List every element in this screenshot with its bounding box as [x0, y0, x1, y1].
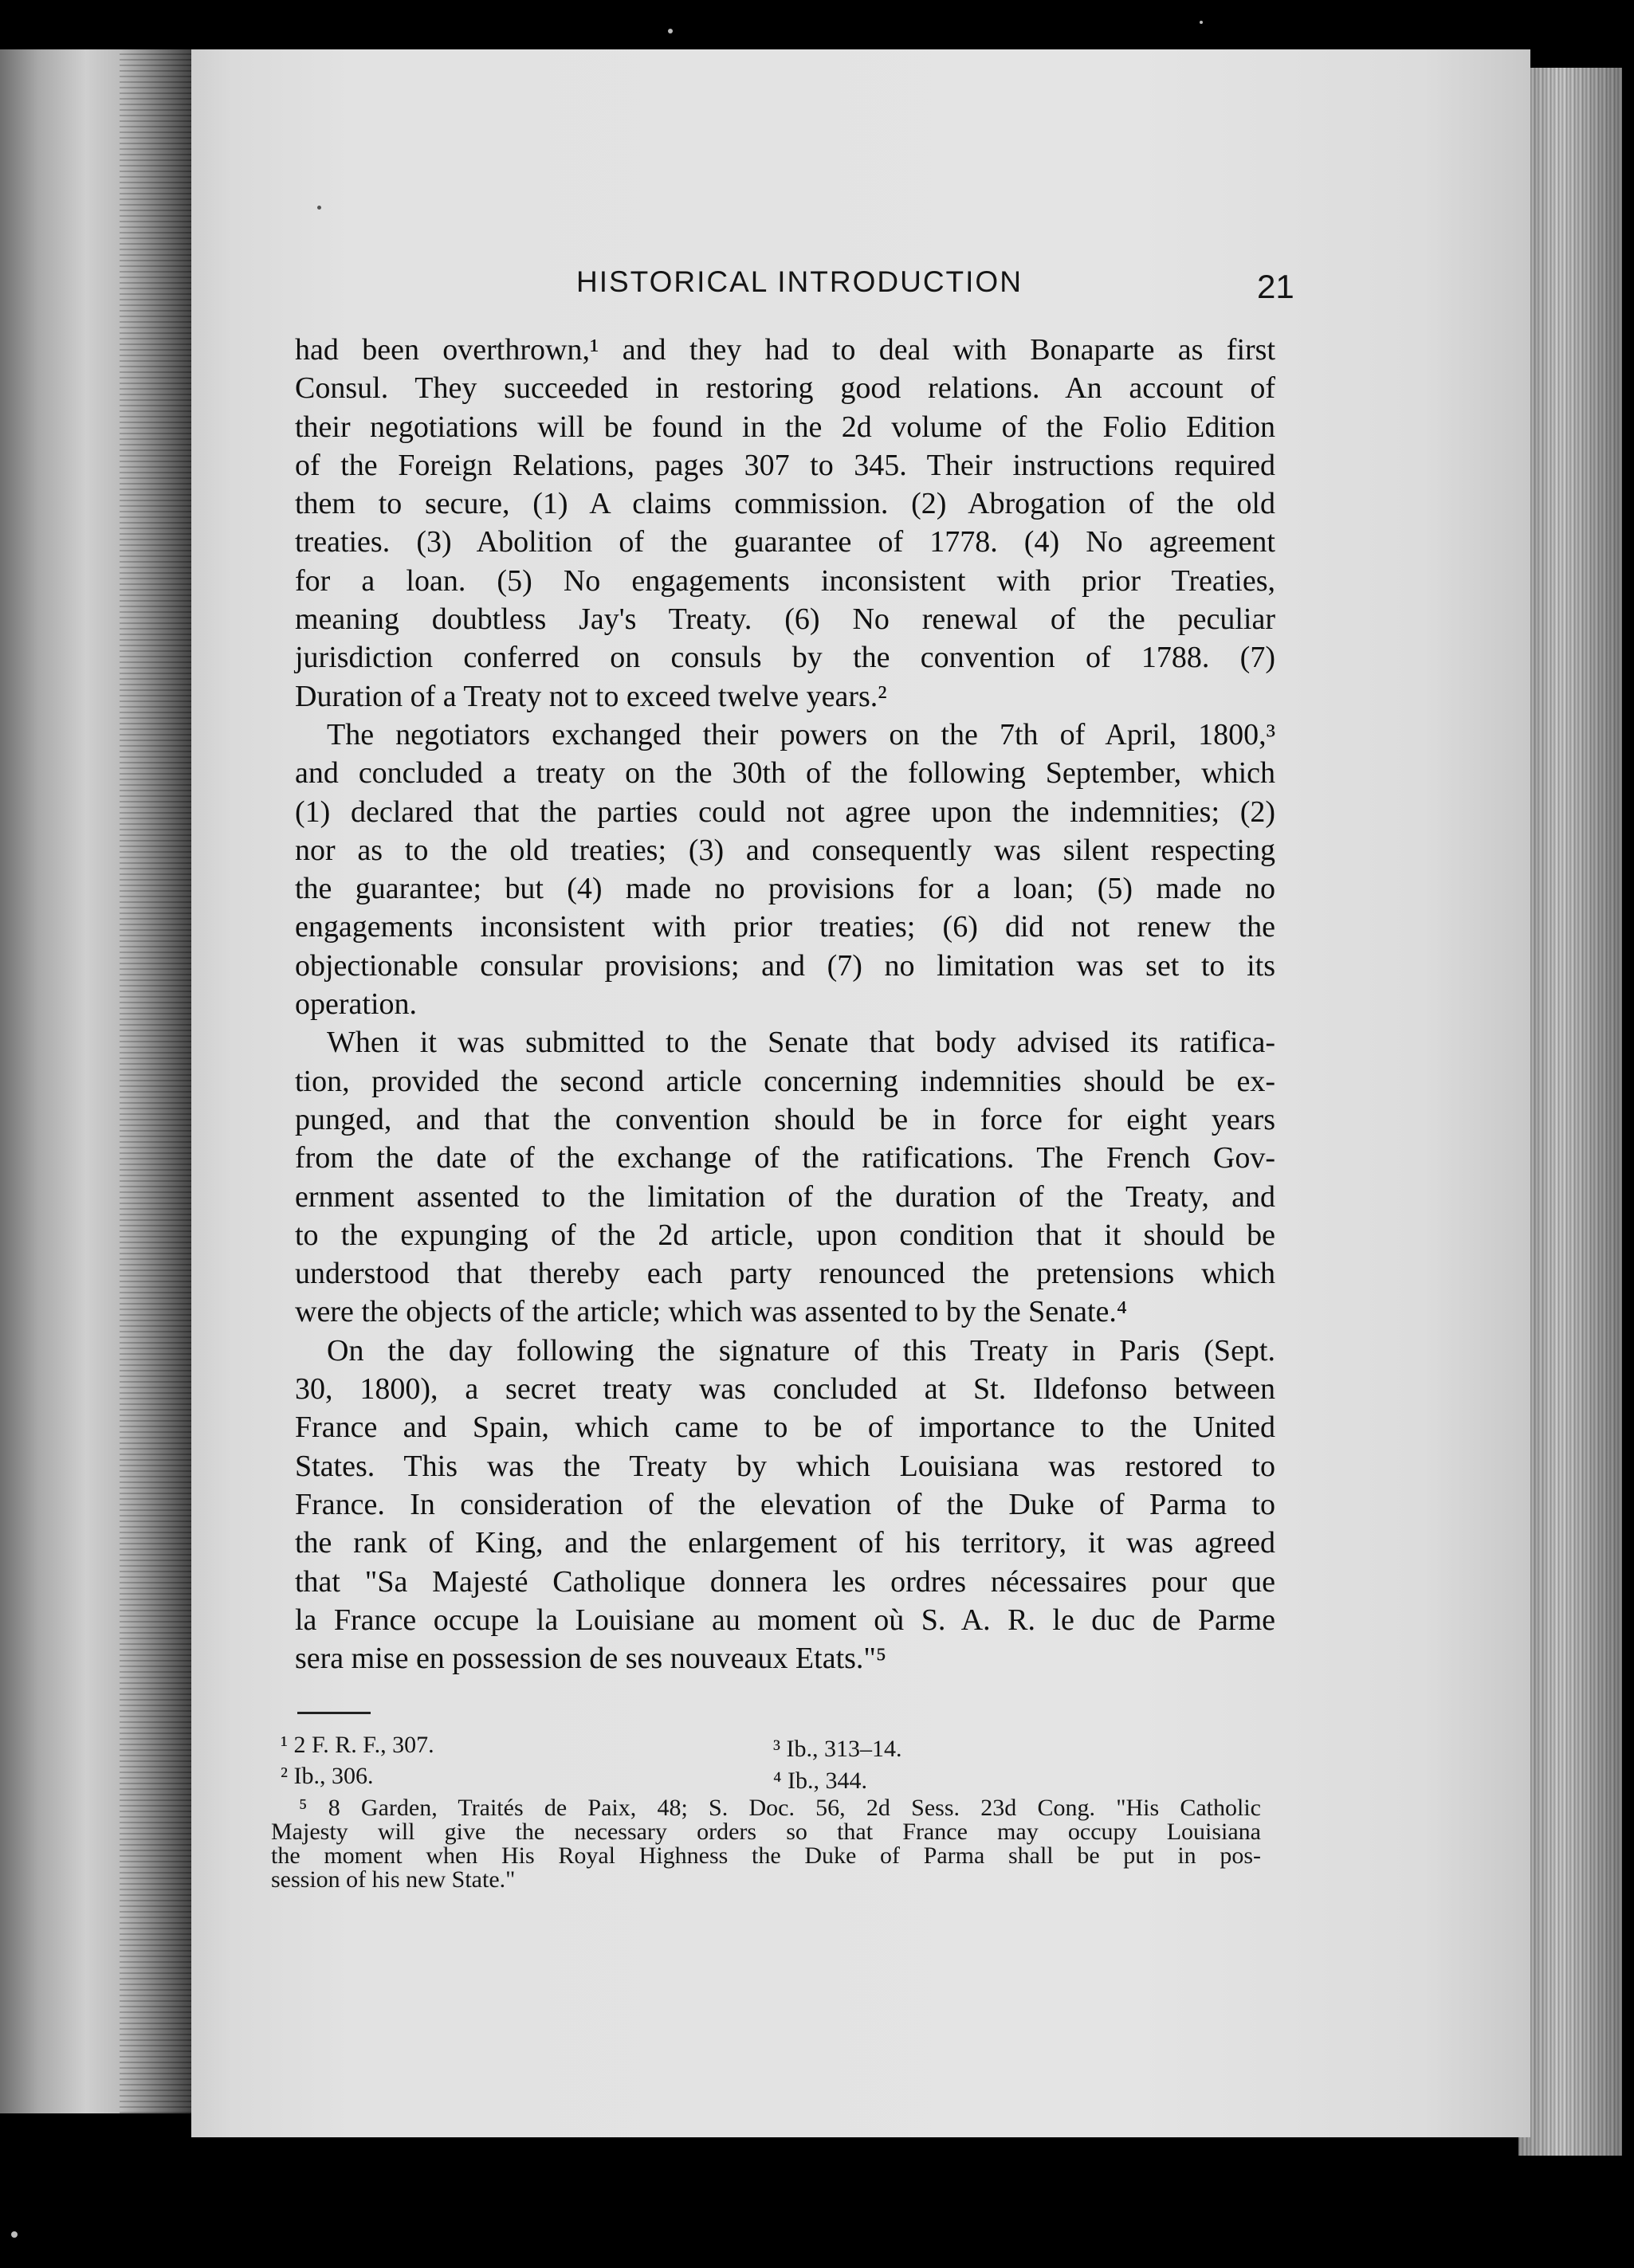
footnote-3: ³ Ib., 313–14.	[773, 1736, 902, 1762]
text-line: meaning doubtless Jay's Treaty. (6) No renewal of the peculiar	[295, 602, 1275, 637]
text-line: the guarantee; but (4) made no provisions for a loan; (5) made no	[295, 872, 1275, 906]
text-line: Consul. They succeeded in restoring good relations. An account of	[295, 371, 1275, 406]
page-number: 21	[1257, 268, 1294, 305]
text-line: tion, provided the second article concerning indemnities should be ex-	[295, 1064, 1275, 1098]
dust-speck	[317, 206, 321, 210]
text-line: had been overthrown,¹ and they had to deal with Bonaparte as first	[295, 333, 1275, 367]
text-line: were the objects of the article; which was assented to by the Senate.⁴	[295, 1295, 1128, 1329]
text-line: and concluded a treaty on the 30th of the following September, which	[295, 756, 1275, 791]
text-line: (1) declared that the parties could not agree upon the indemnities; (2)	[295, 795, 1275, 829]
text-line: On the day following the signature of this Treaty in Paris (Sept.	[327, 1333, 1275, 1367]
footnote-line: the moment when His Royal Highness the Duke of Parma shall be put in pos-	[271, 1842, 1261, 1869]
text-line: engagements inconsistent with prior treaties; (6) did not renew the	[295, 910, 1275, 944]
running-head: HISTORICAL INTRODUCTION	[576, 265, 1023, 298]
dust-speck	[1200, 21, 1203, 24]
right-page-edges-shade	[1518, 68, 1622, 2156]
text-line: The negotiators exchanged their powers on the 7th of April, 1800,³	[327, 717, 1275, 751]
text-line: their negotiations will be found in the 2d volume of the Folio Edition	[295, 410, 1275, 444]
text-line: nor as to the old treaties; (3) and consequently was silent respecting	[295, 833, 1275, 867]
text-line: from the date of the exchange of the ratifications. The French Gov-	[295, 1141, 1275, 1175]
text-line: to the expunging of the 2d article, upon condition that it should be	[295, 1218, 1275, 1252]
footnote-line: ⁵ 8 Garden, Traités de Paix, 48; S. Doc. 56, 2d Sess. 23d Cong. "His Catholic	[299, 1795, 1261, 1821]
text-line: jurisdiction conferred on consuls by the convention of 1788. (7)	[295, 641, 1275, 675]
text-line: France and Spain, which came to be of importance to the United	[295, 1411, 1275, 1445]
text-line: operation.	[295, 987, 418, 1022]
dust-speck	[11, 2231, 18, 2238]
footnote-line: Majesty will give the necessary orders so that France may occupy Louisiana	[271, 1819, 1261, 1845]
text-line: treaties. (3) Abolition of the guarantee of 1778. (4) No agreement	[295, 525, 1275, 559]
text-line: that "Sa Majesté Catholique donnera les ordres nécessaires pour que	[295, 1564, 1275, 1599]
text-line: them to secure, (1) A claims commission. (2) Abrogation of the old	[295, 487, 1275, 521]
text-line: for a loan. (5) No engagements inconsistent with prior Treaties,	[295, 563, 1275, 598]
footnote-4: ⁴ Ib., 344.	[773, 1768, 867, 1794]
text-line: Duration of a Treaty not to exceed twelve years.²	[295, 679, 887, 713]
text-line: France. In consideration of the elevation of the Duke of Parma to	[295, 1487, 1275, 1521]
text-line: the rank of King, and the enlargement of his territory, it was agreed	[295, 1526, 1275, 1560]
text-line: sera mise en possession de ses nouveaux Etats."⁵	[295, 1642, 887, 1676]
footnote-rule	[297, 1712, 371, 1714]
text-line: objectionable consular provisions; and (7) no limitation was set to its	[295, 948, 1275, 983]
text-line: ernment assented to the limitation of the duration of the Treaty, and	[295, 1179, 1275, 1214]
left-page-edge-texture	[120, 49, 191, 2113]
dust-speck	[668, 29, 673, 33]
body-text	[295, 331, 1275, 1677]
text-line: punged, and that the convention should be in force for eight years	[295, 1102, 1275, 1136]
text-line: 30, 1800), a secret treaty was concluded at St. Ildefonso between	[295, 1372, 1275, 1407]
text-line: States. This was the Treaty by which Louisiana was restored to	[295, 1449, 1275, 1483]
footnote-line: session of his new State."	[271, 1866, 516, 1893]
footnote-2: ² Ib., 306.	[281, 1763, 374, 1789]
text-line: understood that thereby each party renounced the pretensions which	[295, 1257, 1275, 1291]
footnote-1: ¹ 2 F. R. F., 307.	[281, 1732, 434, 1758]
text-line: la France occupe la Louisiane au moment où S. A. R. le duc de Parme	[295, 1603, 1275, 1637]
text-line: When it was submitted to the Senate that body advised its ratifica-	[327, 1026, 1275, 1060]
text-line: of the Foreign Relations, pages 307 to 345. Their instructions required	[295, 448, 1275, 482]
footnote-5	[271, 1796, 1261, 1892]
